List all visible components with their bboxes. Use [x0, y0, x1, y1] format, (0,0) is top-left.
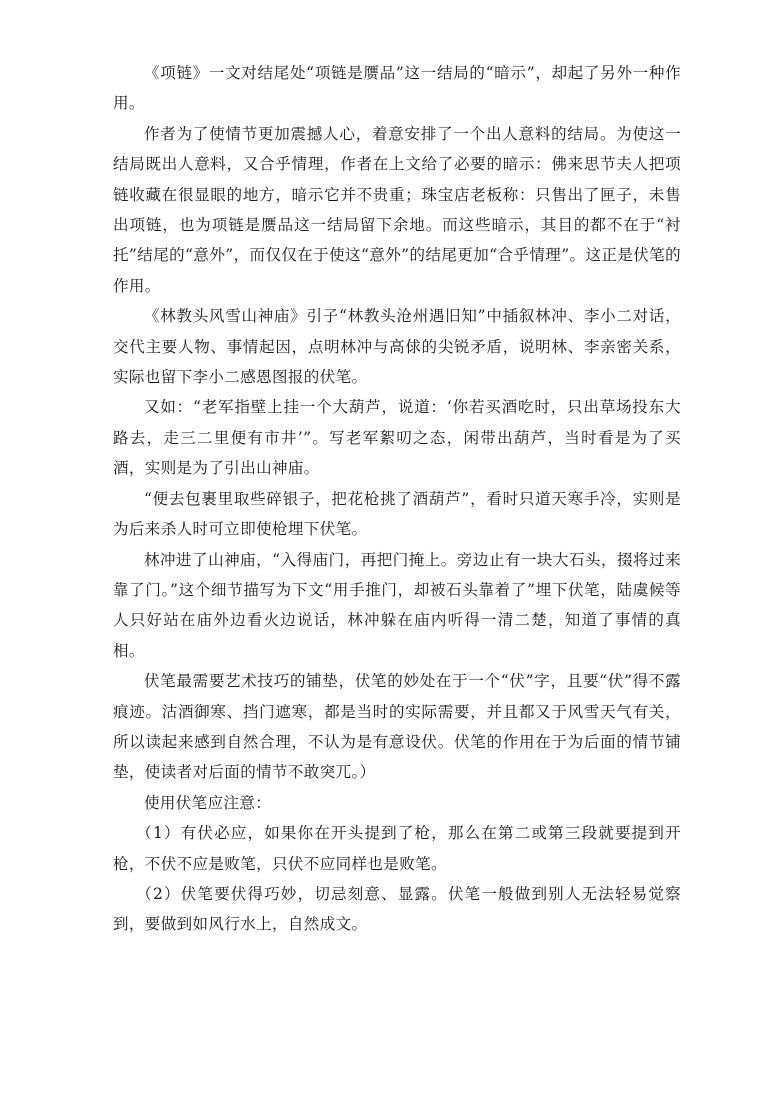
paragraph-necklace-intro: 《项链》一文对结尾处“项链是赝品”这一结局的“暗示”，却起了另外一种作用。	[113, 64, 681, 113]
paragraph-foreshadow-technique: 伏笔最需要艺术技巧的铺垫，伏笔的妙处在于一个“伏”字，且要“伏”得不露痕迹。沽酒御寒、挡门遮寒，都是当时的实际需要，并且都又于风雪天气有关，所以读起来感到自然合理，不认为是有意设伏。伏笔的作用在于为后面的情节铺垫，使读者对后面的情节不敢突兀。）	[113, 672, 681, 782]
paragraph-lin-chong-intro: 《林教头风雪山神庙》引子“林教头沧州遇旧知”中插叙林冲、李小二对话，交代主要人物、事情起因，点明林冲与高俅的尖锐矛盾，说明林、李亲密关系，实际也留下李小二感恩图报的伏笔。	[113, 307, 681, 387]
paragraph-gourd-example: 又如：“老军指壁上挂一个大葫芦，说道：‘你若买酒吃时，只出草场投东大路去，走三二里便有市井’”。写老军絮叨之态，闲带出葫芦，当时看是为了买酒，实则是为了引出山神庙。	[113, 398, 681, 478]
paragraph-temple-example: 林冲进了山神庙，“入得庙门，再把门掩上。旁边止有一块大石头，掇将过来靠了门。”这个细节描写为下文“用手推门，却被石头靠着了”埋下伏笔，陆虞候等人只好站在庙外边看火边说话，林冲躲在庙内听得一清二楚，知道了事情的真相。	[113, 550, 681, 660]
paragraph-usage-heading: 使用伏笔应注意：	[144, 793, 272, 812]
paragraph-silver-example: “便去包裹里取些碎银子，把花枪挑了酒葫芦”，看时只道天寒手冷，实则是为后来杀人时可立即使枪埋下伏笔。	[113, 489, 681, 539]
document-body	[113, 58, 681, 940]
paragraph-note-1: （1）有伏必应，如果你在开头提到了枪，那么在第二或第三段就要提到开枪，不伏不应是败笔，只伏不应同样也是败笔。	[113, 824, 681, 873]
paragraph-note-2: （2）伏笔要伏得巧妙，切忌刻意、显露。伏笔一般做到别人无法轻易觉察到，要做到如风行水上，自然成文。	[113, 884, 681, 934]
paragraph-necklace-analysis: 作者为了使情节更加震撼人心，着意安排了一个出人意料的结局。为使这一结局既出人意料，又合乎情理，作者在上文给了必要的暗示：佛来思节夫人把项链收藏在很显眼的地方，暗示它并不贵重；珠宝店老板称：只售出了匣子，未售出项链，也为项链是赝品这一结局留下余地。而这些暗示，其目的都不在于“衬托”结尾的“意外”，而仅仅在于使这“意外”的结尾更加“合乎情理”。这正是伏笔的作用。	[113, 124, 681, 295]
